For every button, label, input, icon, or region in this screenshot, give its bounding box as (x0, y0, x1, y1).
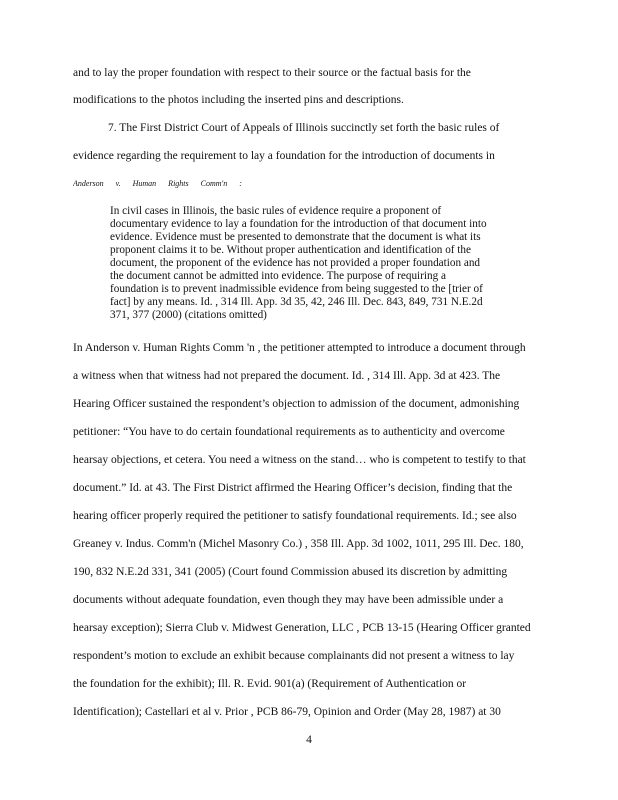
body-line: document.” Id. at 43. The First District affirmed the Hearing Officer’s decision, finding that the (73, 482, 513, 494)
paragraph-7-start: 7. The First District Court of Appeals of Illinois succinctly set forth the basic rules of (108, 122, 500, 134)
body-line: 190, 832 N.E.2d 331, 341 (2005) (Court found Commission abused its discretion by admitting (73, 566, 508, 578)
body-line: Greaney v. Indus. Comm'n (Michel Masonry Co.) , 358 Ill. App. 3d 1002, 1011, 295 Ill. Dec. 180, (73, 538, 524, 550)
block-quote-line: foundation is to prevent inadmissible evidence from being suggested to the [trier of (110, 283, 483, 295)
block-quote-line: document, the proponent of the evidence has not provided a proper foundation and (110, 257, 481, 269)
block-quote-line: evidence. Evidence must be presented to demonstrate that the document is what its (110, 231, 481, 243)
body-line: hearsay exception); Sierra Club v. Midwest Generation, LLC , PCB 13-15 (Hearing Officer granted (73, 622, 531, 634)
body-line: Identification); Castellari et al v. Prior , PCB 86-79, Opinion and Order (May 28, 1987) at 30 (73, 706, 501, 718)
block-quote-line: fact] by any means. Id. , 314 Ill. App. 3d 35, 42, 246 Ill. Dec. 843, 849, 731 N.E.2d (110, 296, 483, 308)
block-quote-line: proponent claims it to be. Without proper authentication and identification of the (110, 244, 471, 256)
block-quote-line: the document cannot be admitted into evidence. The purpose of requiring a (110, 270, 446, 282)
body-line: In Anderson v. Human Rights Comm 'n , the petitioner attempted to introduce a document through (73, 342, 526, 354)
body-line: petitioner: “You have to do certain foundational requirements as to authenticity and overcome (73, 426, 505, 438)
page-number: 4 (306, 734, 312, 746)
body-line: Hearing Officer sustained the respondent’s objection to admission of the document, admonishing (73, 398, 520, 410)
body-line: and to lay the proper foundation with respect to their source or the factual basis for the (73, 67, 471, 79)
body-line: hearing officer properly required the petitioner to satisfy foundational requirements. Id.; see also (73, 510, 517, 522)
body-line: evidence regarding the requirement to lay a foundation for the introduction of documents in (73, 150, 495, 162)
body-line: a witness when that witness had not prepared the document. Id. , 314 Ill. App. 3d at 423. The (73, 370, 501, 382)
block-quote-line: 371, 377 (2000) (citations omitted) (110, 309, 267, 321)
body-line: the foundation for the exhibit); Ill. R. Evid. 901(a) (Requirement of Authentication or (73, 678, 467, 690)
block-quote-line: In civil cases in Illinois, the basic rules of evidence require a proponent of (110, 205, 442, 217)
body-line: hearsay objections, et cetera. You need a witness on the stand… who is competent to testify to that (73, 454, 526, 466)
body-line: modifications to the photos including the inserted pins and descriptions. (73, 94, 404, 106)
body-line: respondent’s motion to exclude an exhibit because complainants did not present a witness to lay (73, 650, 515, 662)
body-line: documents without adequate foundation, even though they may have been admissible under a (73, 594, 504, 606)
block-quote-line: documentary evidence to lay a foundation for the introduction of that document into (110, 218, 487, 230)
case-citation: Anderson v. Human Rights Comm'n : (73, 179, 242, 188)
